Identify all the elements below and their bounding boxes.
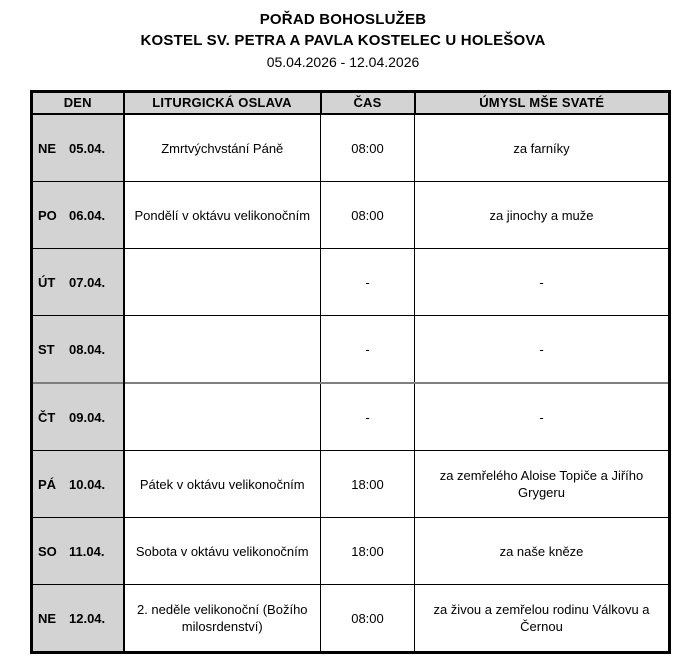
intention-cell: za jinochy a muže [415,182,670,249]
table-row [32,316,670,384]
time-cell: 08:00 [321,114,415,182]
celebration-cell [124,249,321,316]
time-cell: 18:00 [321,518,415,585]
day-abbr: ST [38,341,55,357]
day-abbr: ČT [38,409,56,425]
celebration-cell: Pátek v oktávu velikonočním [124,451,321,518]
date-range: 05.04.2026 - 12.04.2026 [266,54,420,70]
celebration-cell [124,316,321,384]
church-name: KOSTEL SV. PETRA A PAVLA KOSTELEC U HOLEŠOVA [140,32,546,49]
day-date: 08.04. [69,341,106,357]
document-header [0,0,686,73]
day-date: 07.04. [69,274,106,290]
day-abbr: PO [38,207,57,223]
day-cell [32,316,124,384]
day-cell [32,383,124,451]
day-cell [32,249,124,316]
celebration-cell: 2. neděle velikonoční (Božího milosrdenství) [124,585,321,653]
column-header-umysl: ÚMYSL MŠE SVATÉ [415,92,670,115]
intention-cell: za živou a zemřelou rodinu Válkovu a Černou [415,585,670,653]
table-row [32,182,670,249]
day-abbr: NE [38,610,57,626]
intention-cell: za naše kněze [415,518,670,585]
schedule-table [30,90,671,654]
day-cell [32,114,124,182]
time-cell: 18:00 [321,451,415,518]
table-row [32,249,670,316]
day-abbr: PÁ [38,476,57,492]
day-date: 09.04. [69,409,106,425]
day-date: 12.04. [69,610,106,626]
document-title: POŘAD BOHOSLUŽEB [259,11,427,28]
intention-cell: za zemřelého Aloise Topiče a Jiřího Grygeru [415,451,670,518]
day-date: 06.04. [69,207,106,223]
intention-cell: - [415,249,670,316]
day-date: 10.04. [69,476,106,492]
celebration-cell: Zmrtvýchvstání Páně [124,114,321,182]
day-abbr: ÚT [38,274,56,290]
column-header-oslava: LITURGICKÁ OSLAVA [124,92,321,115]
table-row [32,383,670,451]
day-cell [32,182,124,249]
column-header-cas: ČAS [321,92,415,115]
time-cell: - [321,249,415,316]
time-cell: 08:00 [321,182,415,249]
day-cell [32,585,124,653]
celebration-cell [124,383,321,451]
celebration-cell: Sobota v oktávu velikonočním [124,518,321,585]
table-row [32,518,670,585]
table-header-row [32,92,670,115]
day-date: 11.04. [69,543,105,559]
table-row [32,114,670,182]
day-date: 05.04. [69,140,106,156]
intention-cell: za farníky [415,114,670,182]
column-header-den: DEN [32,92,124,115]
time-cell: 08:00 [321,585,415,653]
day-cell [32,451,124,518]
day-abbr: NE [38,140,57,156]
time-cell: - [321,316,415,384]
celebration-cell: Pondělí v oktávu velikonočním [124,182,321,249]
table-row [32,451,670,518]
time-cell: - [321,383,415,451]
day-cell [32,518,124,585]
intention-cell: - [415,316,670,384]
table-row [32,585,670,653]
day-abbr: SO [38,543,57,559]
intention-cell: - [415,383,670,451]
